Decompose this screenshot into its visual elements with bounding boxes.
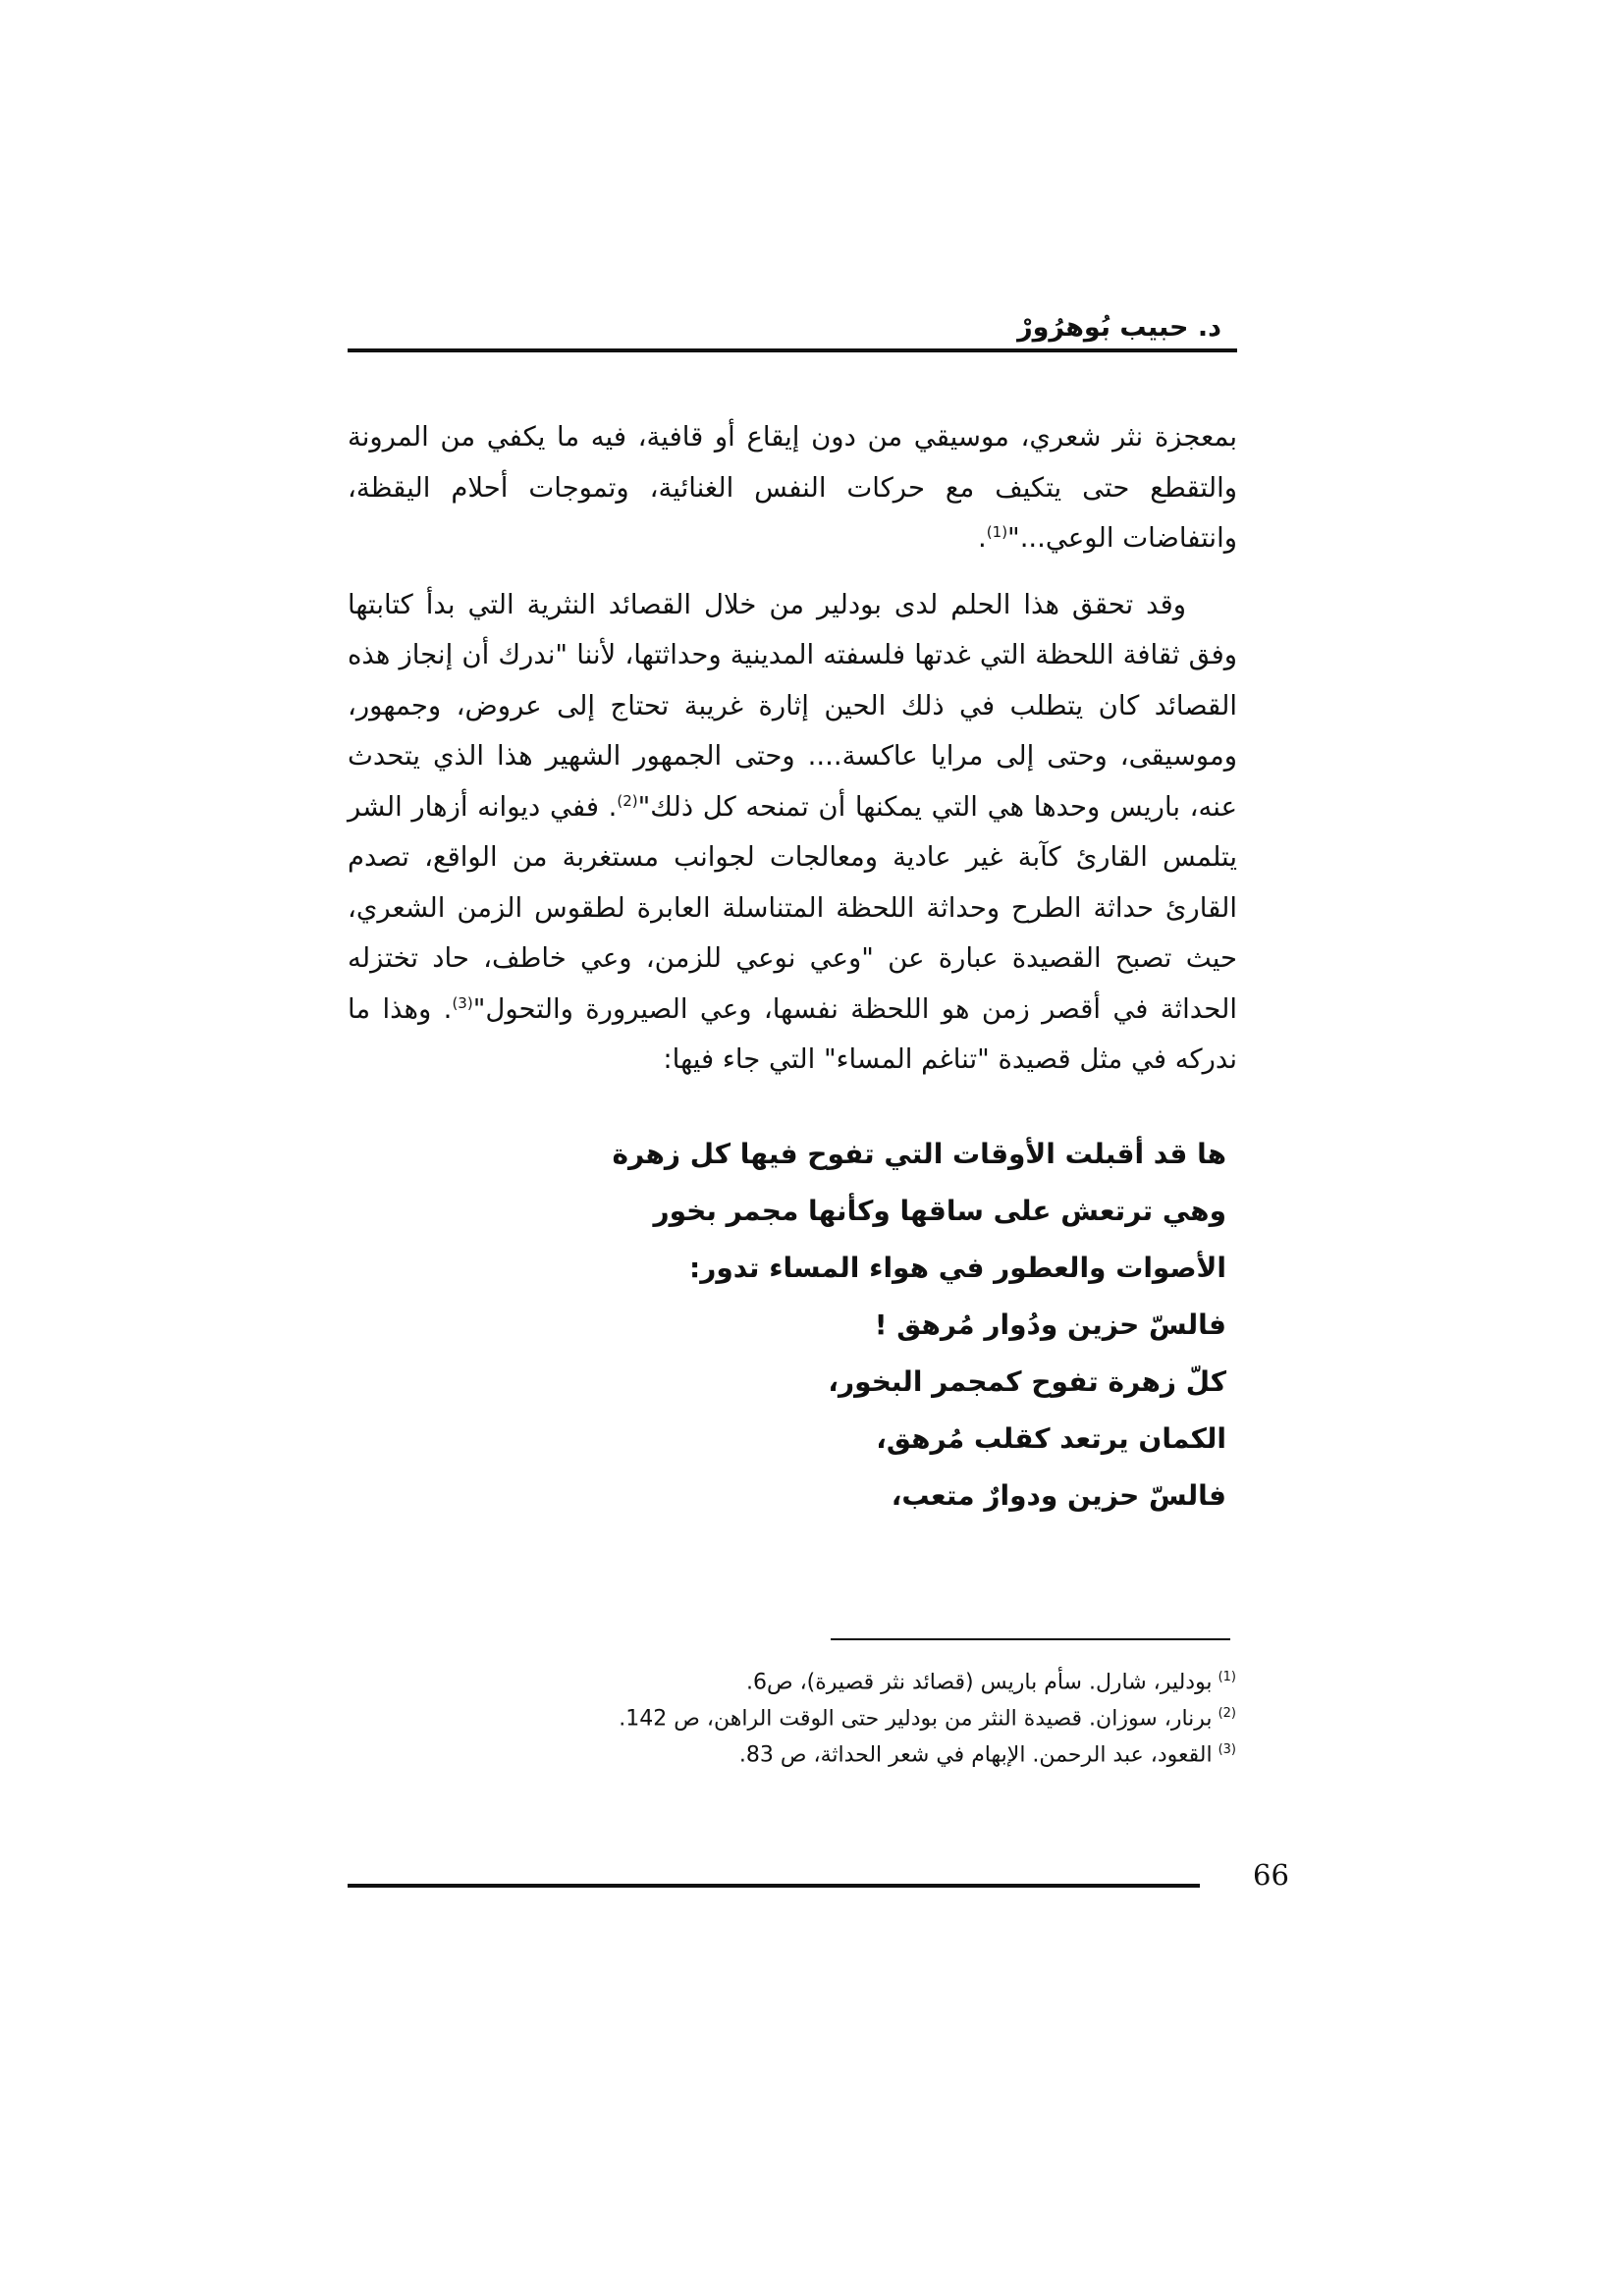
paragraph-text: وقد تحقق هذا الحلم لدى بودلير من خلال القصائد النثرية التي بدأ كتابتها وفق ثقافة اللحظة التي غدتها فلسفته المدينية وحداثتها، لأننا "ندرك أن إنجاز هذه القصائد كان يتطلب في ذلك الحين إثارة غريبة تحتاج إلى عروض، وجمهور، وموسيقى، وحتى إلى مرايا عاكسة.... وحتى الجمهور الشهير هذا الذي يتحدث عنه، باريس وحدها هي التي يمكنها أن تمنحه كل ذلك": [348, 588, 1237, 823]
poem-line: وهي ترتعش على ساقها وكأنها مجمر بخور: [653, 1195, 1226, 1227]
footnote-mark: (1): [1218, 1670, 1236, 1684]
paragraph-text-end: . وهذا ما ندركه في مثل قصيدة "تناغم المساء" التي جاء فيها:: [348, 992, 1237, 1075]
body-text: [348, 412, 1237, 1086]
footnote: [392, 1732, 1236, 1768]
poem-line: كلّ زهرة تفوح كمجمر البخور،: [828, 1365, 1226, 1398]
poem-line: الأصوات والعطور في هواء المساء تدور:: [689, 1252, 1226, 1284]
footnote-separator: [831, 1638, 1230, 1640]
footnote-mark: (3): [1218, 1742, 1236, 1757]
footer-rule: [348, 1884, 1200, 1888]
paragraph: [348, 580, 1237, 1086]
paragraph: [348, 412, 1237, 564]
footnote-reference: (3): [452, 993, 473, 1012]
running-header-author: د. حبيب بُوهرُورْ: [1017, 312, 1221, 343]
footnote: [392, 1695, 1236, 1732]
footnote-reference: (1): [986, 522, 1008, 541]
footnotes: [392, 1659, 1236, 1768]
footnote-text: بودلير، شارل. سأم باريس (قصائد نثر قصيرة)، ص6.: [745, 1670, 1213, 1695]
footnote-text: القعود، عبد الرحمن. الإبهام في شعر الحداثة، ص 83.: [738, 1742, 1213, 1768]
footnote-reference: (2): [617, 791, 638, 810]
poem-line: فالسّ حزين ودُوار مُرهق !: [874, 1308, 1226, 1341]
paragraph-text-end: .: [978, 522, 987, 554]
poem-line: ها قد أقبلت الأوقات التي تفوح فيها كل زهرة: [612, 1138, 1226, 1170]
header-rule: [348, 348, 1237, 352]
poem-block: [612, 1126, 1226, 1524]
poem-line: فالسّ حزين ودوارٌ متعب،: [891, 1479, 1226, 1512]
footnote-text: برنار، سوزان. قصيدة النثر من بودلير حتى الوقت الراهن، ص 142.: [619, 1706, 1213, 1732]
page-number: 66: [1253, 1858, 1289, 1892]
poem-line: الكمان يرتعد كقلب مُرهق،: [876, 1422, 1226, 1455]
footnote: [392, 1659, 1236, 1695]
paragraph-text: بمعجزة نثر شعري، موسيقي من دون إيقاع أو قافية، فيه ما يكفي من المرونة والتقطع حتى يتكيف مع حركات النفس الغنائية، وتموجات أحلام اليقظة، وانتفاضات الوعي...": [348, 421, 1237, 554]
paragraph-text-continued: . ففي ديوانه أزهار الشر يتلمس القارئ كآبة غير عادية ومعالجات لجوانب مستغربة من الواقع، تصدم القارئ حداثة الطرح وحداثة اللحظة المتناسلة العابرة لطقوس الزمن الشعري، حيث تصبح القصيدة عبارة عن "وعي نوعي للزمن، وعي خاطف، حاد تختزله الحداثة في أقصر زمن هو اللحظة نفسها، وعي الصيرورة والتحول": [348, 790, 1238, 1025]
footnote-mark: (2): [1218, 1706, 1236, 1721]
